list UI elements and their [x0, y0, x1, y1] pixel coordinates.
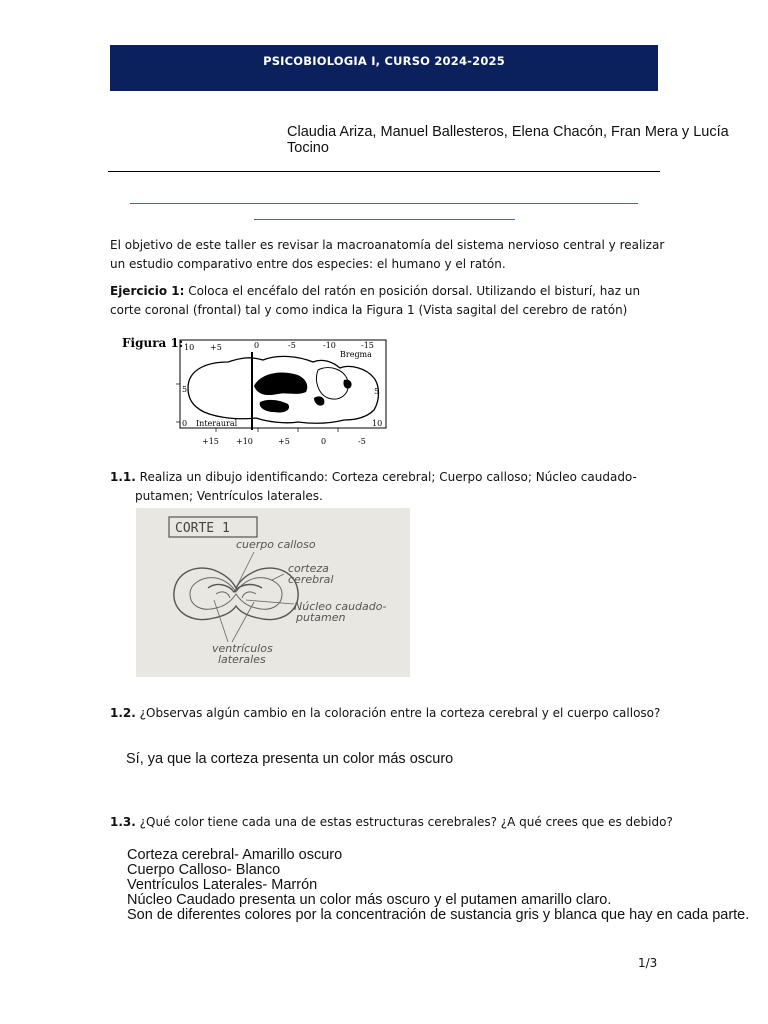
q13-label: 1.3.	[110, 815, 136, 829]
fig1-bottom-tick: +10	[236, 437, 253, 446]
drawing-label-nucleo1: Núcleo caudado-	[294, 600, 387, 613]
fig1-right-tick: 10	[372, 419, 383, 428]
q11-line2: putamen; Ventrículos laterales.	[135, 489, 323, 503]
authors: Claudia Ariza, Manuel Ballesteros, Elena Chacón, Fran Mera y Lucía Tocino	[287, 124, 729, 156]
fig1-top-tick: 0	[254, 341, 260, 350]
drawing-label-corteza2: cerebral	[288, 573, 334, 586]
drawing-label-ventr1: ventrículos	[212, 642, 273, 655]
drawing-label-corteza1: corteza	[288, 562, 329, 575]
header-banner	[110, 45, 658, 91]
exercise1-paragraph	[110, 282, 670, 320]
figure1-caption: Figura 1:	[122, 336, 184, 350]
intro-paragraph: El objetivo de este taller es revisar la macroanatomía del sistema nervioso central y realizar un estudio comparativo entre dos especies: el humano y el ratón.	[110, 238, 665, 271]
divider-black	[108, 171, 660, 172]
question-1-2	[110, 704, 710, 723]
question-1-3	[110, 813, 710, 832]
fig1-top-tick: -5	[288, 341, 296, 350]
drawing-label-nucleo2: putamen	[296, 611, 346, 624]
divider-blue-long	[130, 203, 638, 204]
q12-answer: Sí, ya que la corteza presenta un color más oscuro	[126, 751, 454, 767]
drawing-title: CORTE 1	[175, 521, 230, 536]
fig1-left-tick: 0	[182, 419, 188, 428]
fig1-bottom-tick: +5	[278, 437, 290, 446]
exercise1-label: Ejercicio 1:	[110, 284, 185, 298]
fig1-ventricle-shape	[254, 373, 307, 396]
fig1-bottom-tick: +15	[202, 437, 219, 446]
exercise1-text: Coloca el encéfalo del ratón en posición dorsal. Utilizando el bisturí, haz un corte coronal (frontal) tal y como indica la Figura 1 (Vista sagital del cerebro de ratón)	[110, 284, 641, 317]
q12-text: ¿Observas algún cambio en la coloración entre la corteza cerebral y el cuerpo calloso?	[135, 706, 661, 720]
q11-line1: Realiza un dibujo identificando: Corteza cerebral; Cuerpo calloso; Núcleo caudado-	[135, 470, 637, 484]
q13-text: ¿Qué color tiene cada una de estas estructuras cerebrales? ¿A qué crees que es debido?	[135, 815, 673, 829]
question-1-1	[110, 468, 670, 506]
fig1-bottom-tick: -5	[358, 437, 366, 446]
q13-answers	[127, 848, 757, 923]
q11-label: 1.1.	[110, 470, 136, 484]
q13-answer-line: Son de diferentes colores por la concentración de sustancia gris y blanca que hay en cada parte.	[127, 907, 750, 923]
q13-answer-line: Núcleo Caudado presenta un color más oscuro y el putamen amarillo claro.	[127, 892, 612, 908]
fig1-bregma-label: Bregma	[340, 350, 372, 359]
fig1-right-tick: 5	[374, 387, 380, 396]
hand-drawing	[136, 508, 410, 677]
divider-blue-short	[254, 219, 515, 220]
q13-answer-line: Cuerpo Calloso- Blanco	[127, 862, 281, 878]
drawing-label-ventr2: laterales	[218, 653, 266, 666]
fig1-bottom-tick: 0	[321, 437, 327, 446]
q13-answer-line: Ventrículos Laterales- Marrón	[127, 877, 318, 893]
fig1-left-tick: 5	[182, 385, 188, 394]
figure1-sagittal-diagram	[118, 334, 398, 452]
hand-drawing-photo	[136, 508, 410, 677]
banner-title: PSICOBIOLOGIA I, CURSO 2024-2025	[263, 54, 505, 68]
q13-answer-line: Corteza cerebral- Amarillo oscuro	[127, 847, 343, 863]
fig1-top-tick: -15	[361, 341, 374, 350]
drawing-label-cuerpo: cuerpo calloso	[236, 538, 316, 551]
fig1-top-tick: +5	[210, 343, 222, 352]
fig1-interaural-label: Interaural	[196, 419, 238, 428]
page-number: 1/3	[638, 956, 658, 970]
fig1-top-tick: 10	[184, 343, 195, 352]
fig1-top-tick: -10	[323, 341, 336, 350]
q12-label: 1.2.	[110, 706, 136, 720]
